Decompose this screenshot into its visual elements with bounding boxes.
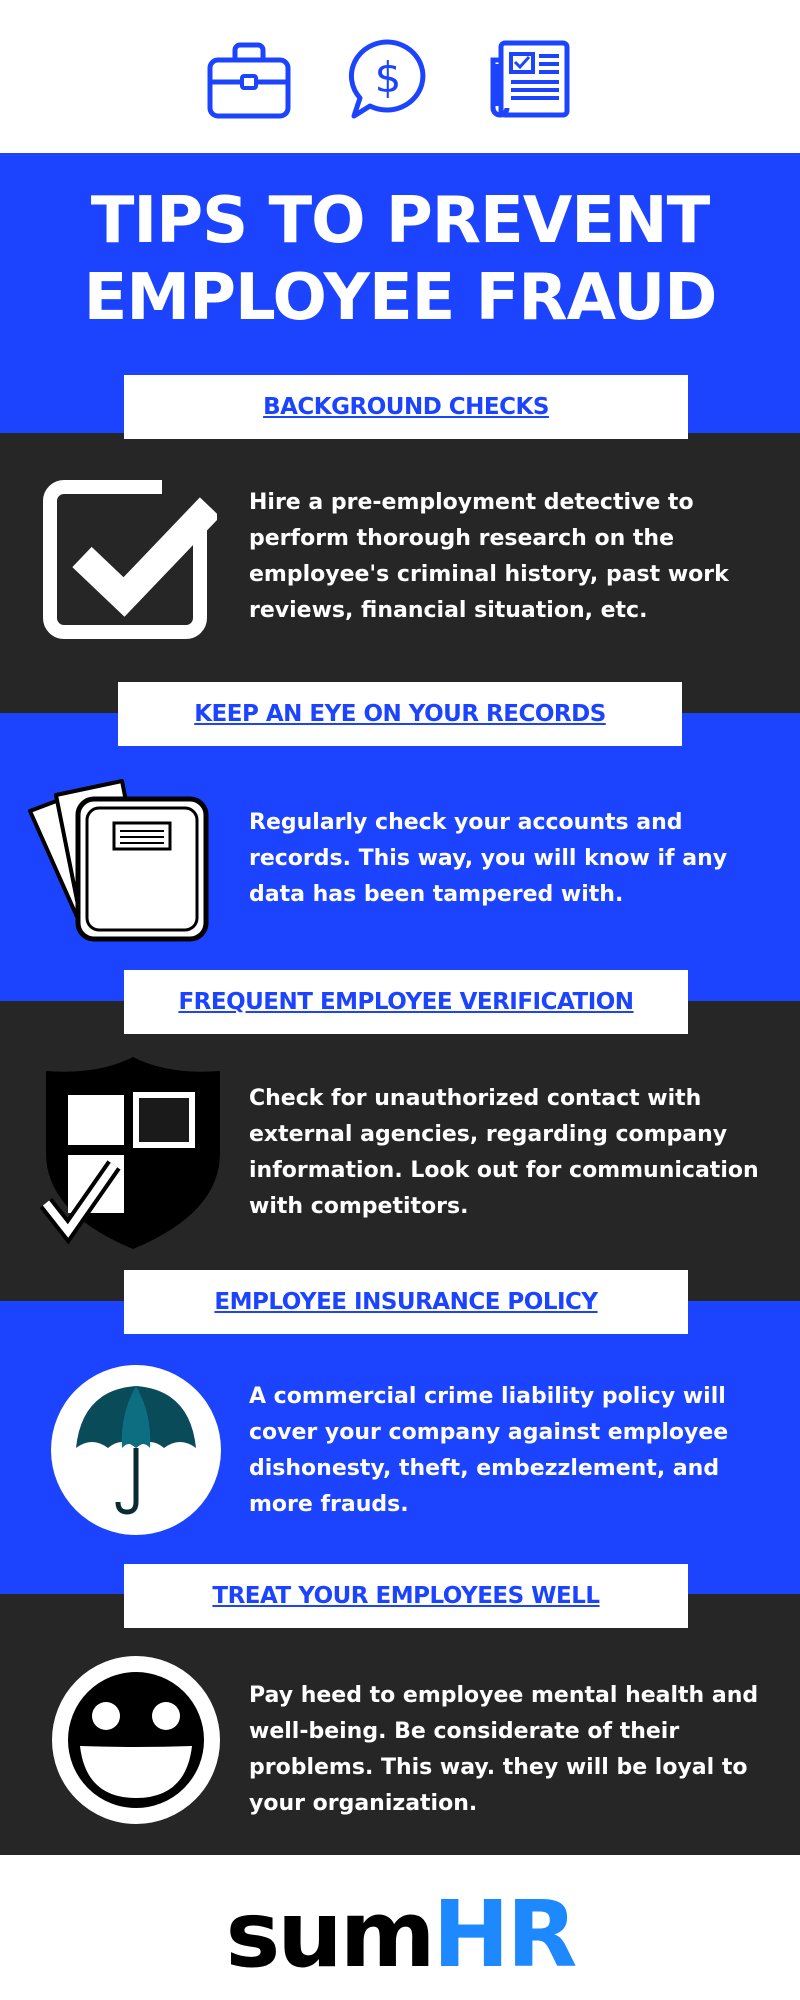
shield-check-icon <box>38 1053 228 1253</box>
tip-section-insurance <box>0 1301 800 1594</box>
footer <box>0 1855 800 2000</box>
tip-section-treat-well <box>0 1594 800 1855</box>
top-icons-bar <box>0 0 800 153</box>
tip-text: Regularly check your accounts and records. This way, you will know if any data has been tampered with. <box>249 810 728 907</box>
tip-heading-records[interactable]: KEEP AN EYE ON YOUR RECORDS <box>194 701 606 727</box>
tip-heading-verification[interactable]: FREQUENT EMPLOYEE VERIFICATION <box>178 989 634 1015</box>
checkbox-icon <box>42 479 217 639</box>
tip-heading-box <box>124 970 688 1034</box>
newspaper-icon <box>487 40 571 120</box>
tip-heading-insurance[interactable]: EMPLOYEE INSURANCE POLICY <box>214 1289 598 1315</box>
tip-section-verification <box>0 1001 800 1301</box>
tip-text: Check for unauthorized contact with external agencies, regarding company information. Look out for communication with competitors. <box>249 1086 759 1219</box>
documents-icon <box>26 773 211 943</box>
tip-heading-treat-well[interactable]: TREAT YOUR EMPLOYEES WELL <box>212 1583 600 1609</box>
tip-section-records <box>0 713 800 1001</box>
dollar-speech-bubble-icon <box>348 38 428 120</box>
page-title <box>0 183 800 337</box>
logo-part-sum: sum <box>225 1881 433 1988</box>
logo-part-hr: HR <box>432 1881 575 1988</box>
svg-text:$: $ <box>374 53 402 102</box>
umbrella-icon <box>50 1364 222 1536</box>
briefcase-icon <box>207 40 291 120</box>
tip-section-background-checks <box>0 433 800 713</box>
title-line-2: EMPLOYEE FRAUD <box>83 261 717 335</box>
tip-text: Pay heed to employee mental health and well-being. Be considerate of their problems. This way. they will be loyal to your organization. <box>249 1683 759 1816</box>
tip-heading-box <box>124 1270 688 1334</box>
tip-heading-background-checks[interactable]: BACKGROUND CHECKS <box>263 394 549 420</box>
tip-text: A commercial crime liability policy will cover your company against employee dishonesty, theft, embezzlement, and more frauds. <box>249 1384 729 1517</box>
smiley-face-icon <box>50 1654 222 1826</box>
title-line-1: TIPS TO PREVENT <box>90 184 710 258</box>
sumhr-logo[interactable] <box>0 1881 800 1988</box>
tip-heading-box <box>124 1564 688 1628</box>
tip-text: Hire a pre-employment detective to perform thorough research on the employee's criminal history, past work reviews, financial situation, etc. <box>249 490 729 623</box>
tip-heading-box <box>118 682 682 746</box>
tip-heading-box <box>124 375 688 439</box>
